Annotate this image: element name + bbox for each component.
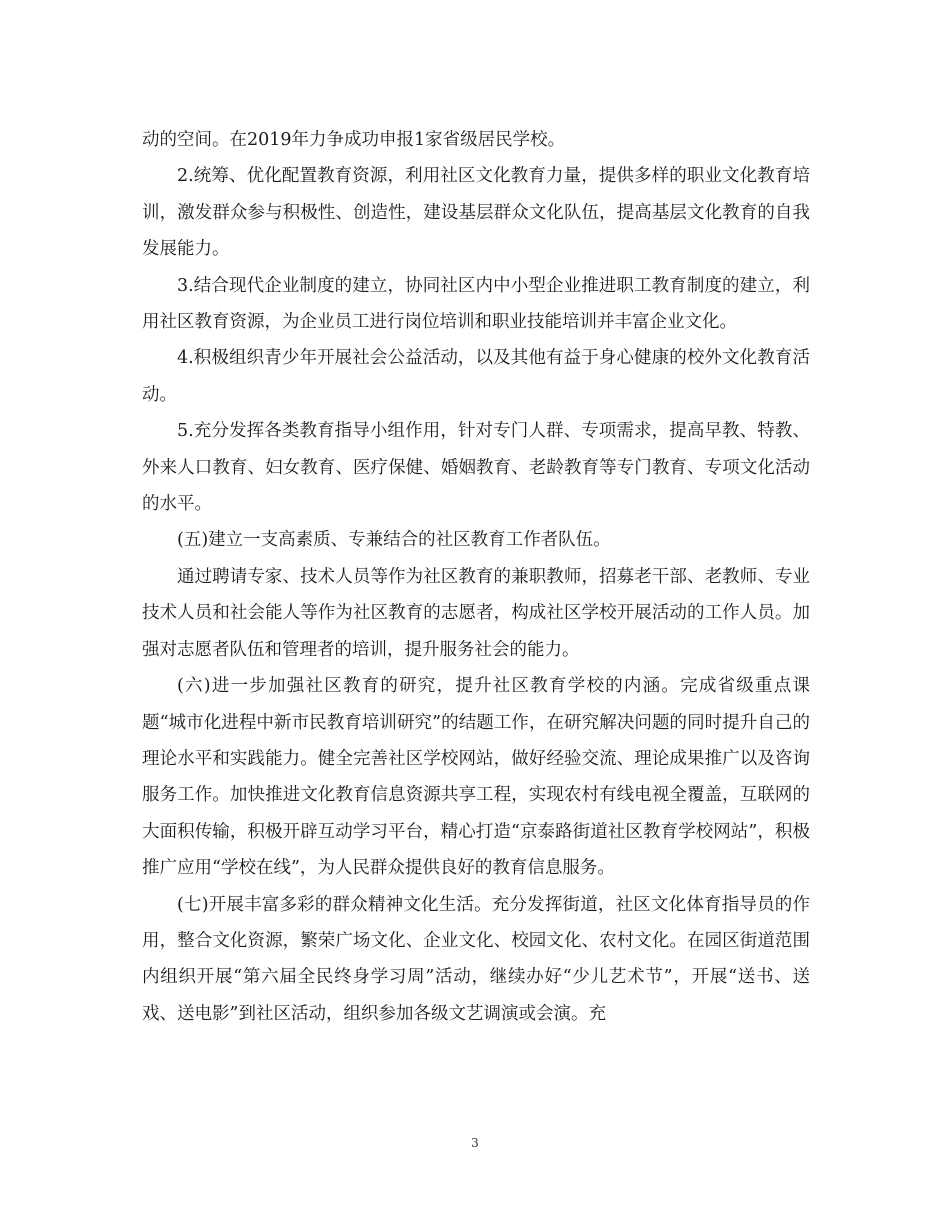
paragraph: (六)进一步加强社区教育的研究，提升社区教育学校的内涵。完成省级重点课题“城市化进程中新市民教育培训研究”的结题工作，在研究解决问题的同时提升自己的理论水平和实践能力。健全完善社区学校网站，做好经验交流、理论成果推广以及咨询服务工作。加快推进文化教育信息资源共享工程，实现农村有线电视全覆盖，互联网的大面积传输，积极开辟互动学习平台，精心打造“京泰路街道社区教育学校网站”，积极推广应用“学校在线”，为人民群众提供良好的教育信息服务。 bbox=[142, 676, 810, 879]
paragraph: 5.充分发挥各类教育指导小组作用，针对专门人群、专项需求，提高早教、特教、外来人口教育、妇女教育、医疗保健、婚姻教育、老龄教育等专门教育、专项文化活动的水平。 bbox=[142, 421, 810, 515]
paragraph: 4.积极组织青少年开展社会公益活动，以及其他有益于身心健康的校外文化教育活动。 bbox=[142, 348, 810, 405]
paragraph: (七)开展丰富多彩的群众精神文化生活。充分发挥街道，社区文化体育指导员的作用，整合文化资源，繁荣广场文化、企业文化、校园文化、农村文化。在园区街道范围内组织开展“第六届全民终身学习周”活动，继续办好“少儿艺术节”，开展“送书、送戏、送电影”到社区活动，组织参加各级文艺调演或会演。充 bbox=[142, 894, 810, 1024]
paragraph: 动的空间。在2019年力争成功申报1家省级居民学校。 bbox=[142, 130, 566, 150]
page-number: 3 bbox=[471, 1136, 479, 1150]
paragraph: 通过聘请专家、技术人员等作为社区教育的兼职教师，招募老干部、老教师、专业技术人员和社会能人等作为社区教育的志愿者，构成社区学校开展活动的工作人员。加强对志愿者队伍和管理者的培训，提升服务社会的能力。 bbox=[142, 566, 810, 660]
paragraph: 2.统筹、优化配置教育资源，利用社区文化教育力量，提供多样的职业文化教育培训，激发群众参与积极性、创造性，建设基层群众文化队伍，提高基层文化教育的自我发展能力。 bbox=[142, 166, 810, 260]
paragraph: 3.结合现代企业制度的建立，协同社区内中小型企业推进职工教育制度的建立，利用社区教育资源，为企业员工进行岗位培训和职业技能培训并丰富企业文化。 bbox=[142, 275, 810, 333]
paragraph: (五)建立一支高素质、专兼结合的社区教育工作者队伍。 bbox=[177, 530, 611, 551]
body-text bbox=[142, 122, 810, 1032]
